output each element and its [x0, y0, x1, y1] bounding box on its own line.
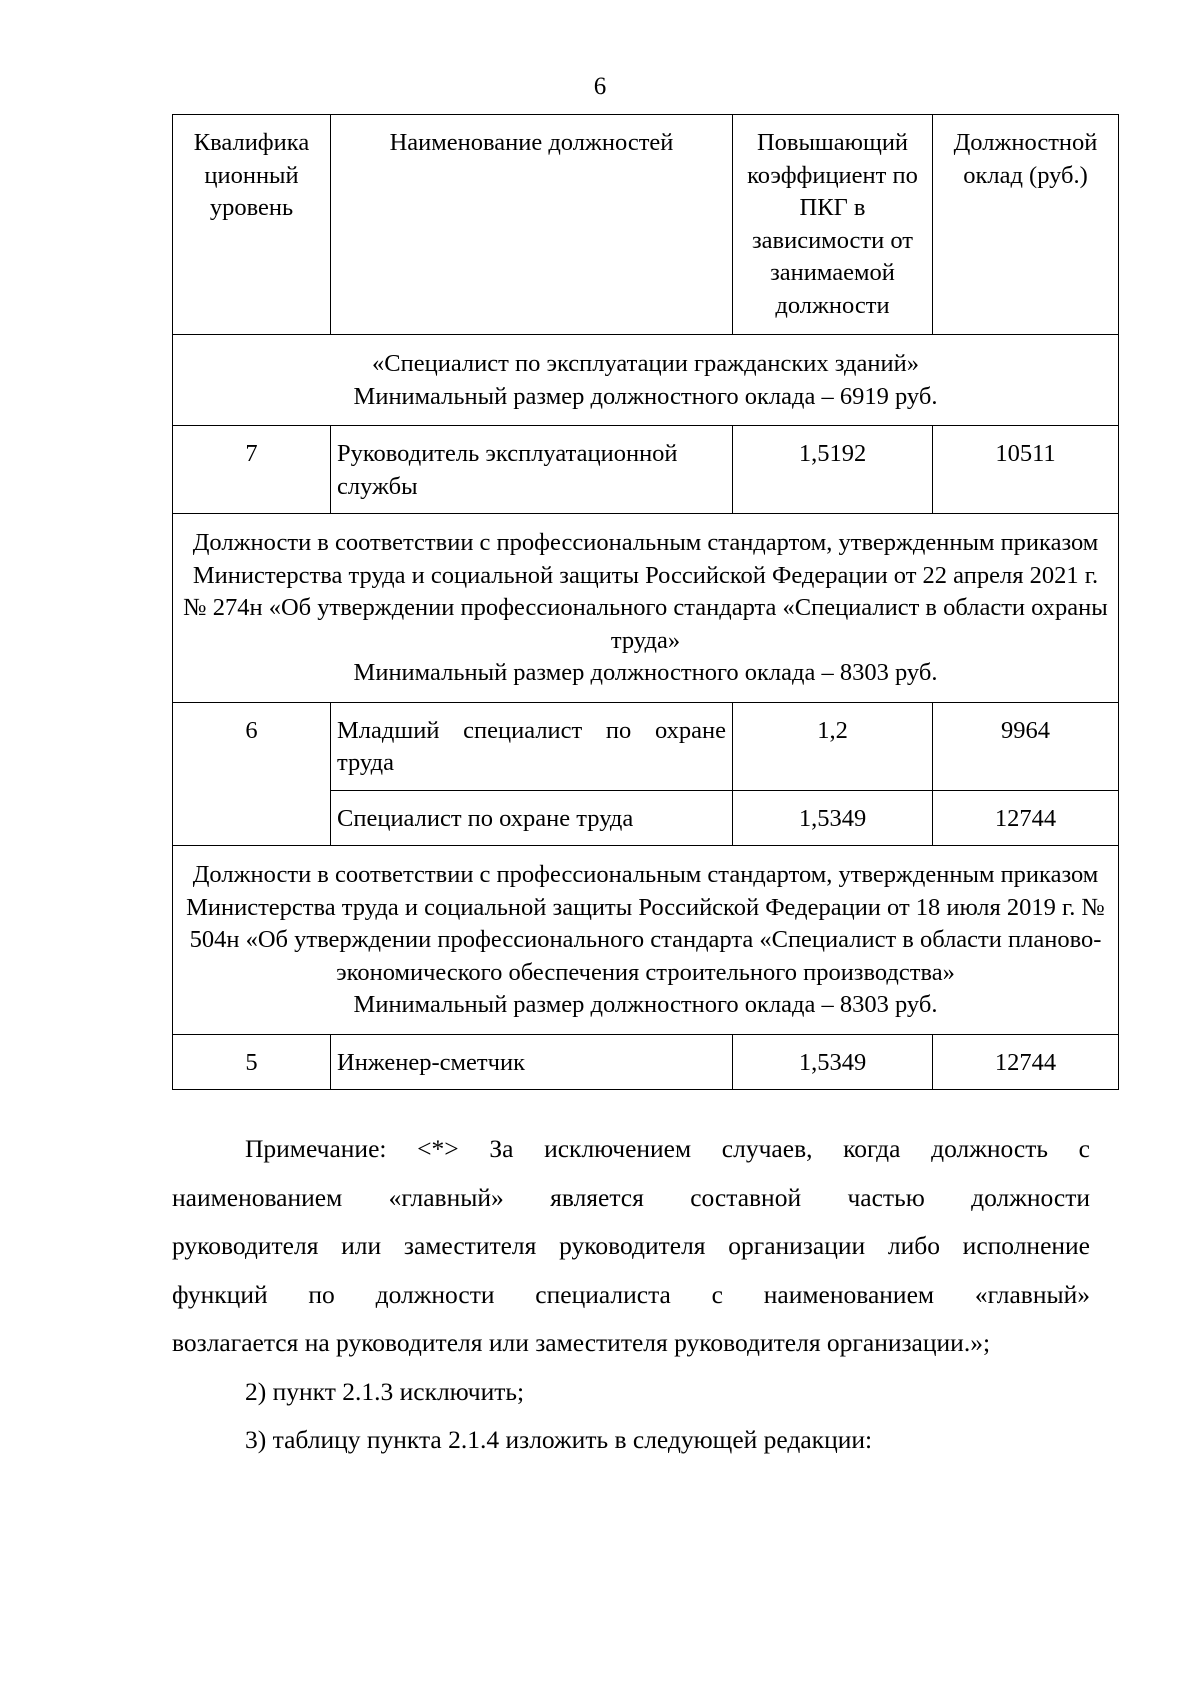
- cell-level: 5: [173, 1034, 331, 1090]
- table-row: [173, 702, 1119, 790]
- header-coefficient: Повышающий коэффициент по ПКГ в зависимости от занимаемой должности: [733, 115, 933, 335]
- note-line: возлагается на руководителя или заместителя руководителя организации.»;: [172, 1328, 991, 1357]
- section-cell: [173, 514, 1119, 703]
- header-level: Квалифика ционный уровень: [173, 115, 331, 335]
- note-line: наименованием «главный» является составной частью должности: [172, 1182, 1090, 1212]
- item-3: 3) таблицу пункта 2.1.4 изложить в следующей редакции:: [245, 1425, 873, 1454]
- cell-level: 6: [173, 702, 331, 846]
- table-header-row: [173, 115, 1119, 335]
- note-line: руководителя или заместителя руководителя организации либо исполнение: [172, 1231, 1090, 1260]
- note-line: Примечание: <*> За исключением случаев, когда должность с: [245, 1134, 1090, 1163]
- cell-position-name: Руководитель эксплуатационной службы: [331, 426, 733, 514]
- cell-salary: 10511: [933, 426, 1119, 514]
- item-2: 2) пункт 2.1.3 исключить;: [245, 1376, 525, 1406]
- notes-block: [172, 1125, 1090, 1465]
- table-row: [173, 1034, 1119, 1090]
- section-min-salary: Минимальный размер должностного оклада – 8303 руб.: [353, 659, 938, 686]
- section-min-salary: Минимальный размер должностного оклада – 6919 руб.: [353, 382, 938, 410]
- section-min-salary: Минимальный размер должностного оклада – 8303 руб.: [353, 991, 938, 1018]
- section-text: Должности в соответствии с профессиональным стандартом, утвержденным приказом Министерства труда и социальной защиты Российской Федерации от 22 апреля 2021 г. № 274н «Об утверждении профессионального стандарта «Специалист в области охраны труда»: [183, 529, 1108, 654]
- cell-position-name: Младший специалист по охране труда: [331, 702, 733, 790]
- cell-coefficient: 1,2: [733, 702, 933, 790]
- section-row: [173, 514, 1119, 703]
- section-cell: [173, 846, 1119, 1035]
- salary-table: [172, 114, 1119, 1090]
- page-number: 6: [593, 73, 607, 100]
- section-row: [173, 846, 1119, 1035]
- section-text: Должности в соответствии с профессиональным стандартом, утвержденным приказом Министерства труда и социальной защиты Российской Федерации от 18 июля 2019 г. № 504н «Об утверждении профессионального стандарта «Специалист в области планово-экономического обеспечения строительного производства»: [186, 861, 1105, 986]
- cell-coefficient: 1,5192: [733, 426, 933, 514]
- section-row: [173, 335, 1119, 426]
- header-name: Наименование должностей: [331, 115, 733, 335]
- section-title: «Специалист по эксплуатации гражданских зданий»: [372, 350, 919, 377]
- header-salary: Должностной оклад (руб.): [933, 115, 1119, 335]
- cell-salary: 12744: [933, 1034, 1119, 1090]
- cell-salary: 12744: [933, 790, 1119, 846]
- note-line: функций по должности специалиста с наименованием «главный»: [172, 1279, 1090, 1309]
- cell-coefficient: 1,5349: [733, 790, 933, 846]
- cell-position-name: Специалист по охране труда: [331, 790, 733, 846]
- cell-position-name: Инженер-сметчик: [331, 1034, 733, 1090]
- section-cell: [173, 335, 1119, 426]
- cell-salary: 9964: [933, 702, 1119, 790]
- cell-coefficient: 1,5349: [733, 1034, 933, 1090]
- table-row: [173, 426, 1119, 514]
- cell-level: 7: [173, 426, 331, 514]
